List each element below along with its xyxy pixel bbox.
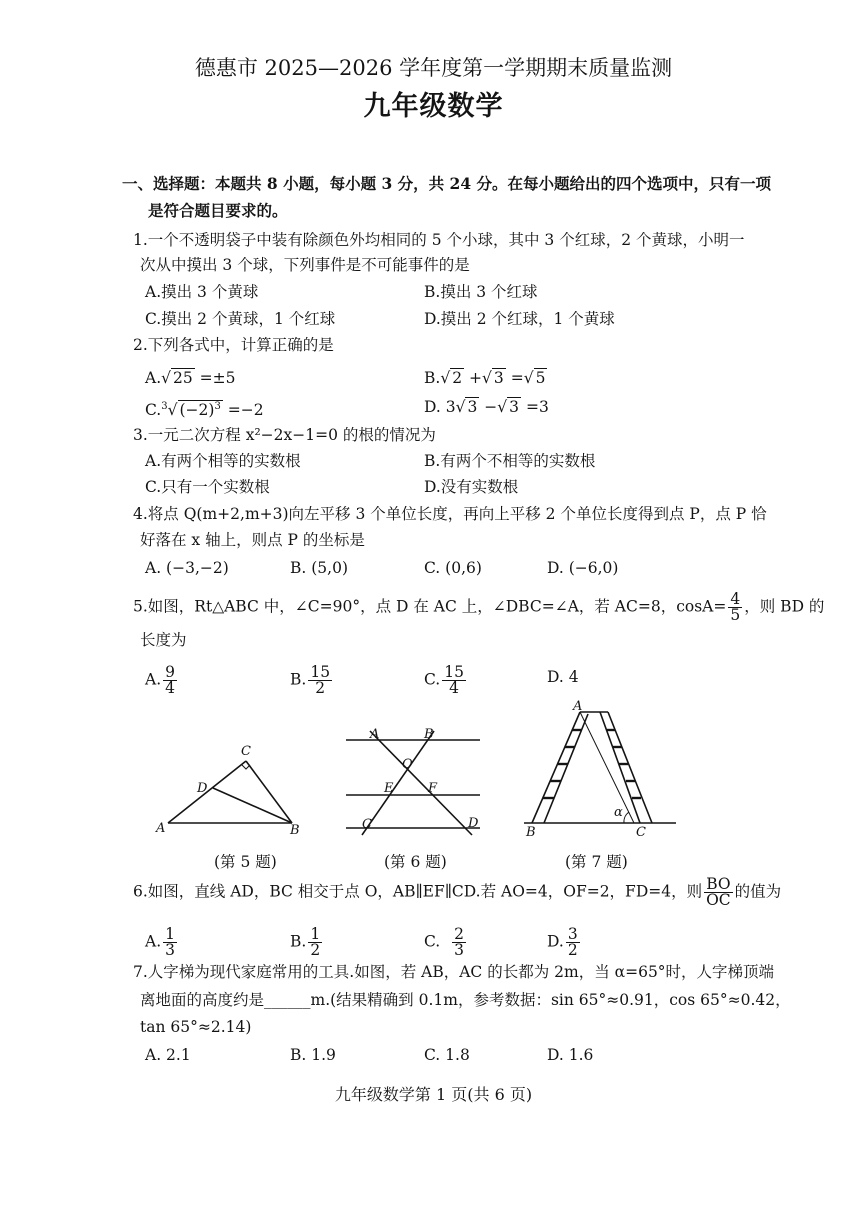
q1-option-b: B.摸出 3 个红球	[424, 283, 538, 301]
segment-ac	[580, 712, 634, 823]
q3-option-b: B.有两个不相等的实数根	[424, 452, 596, 470]
right-angle-mark	[242, 765, 250, 769]
figure-5-triangle	[150, 740, 310, 840]
q3-option-a: A.有两个相等的实数根	[145, 452, 301, 470]
exam-subject: 九年级数学	[363, 91, 504, 122]
q4-option-c: C. (0,6)	[424, 559, 482, 577]
label-e: E	[384, 781, 394, 796]
q6-option-a: A. $\frac{1}{3}$	[145, 925, 175, 959]
angle-alpha-arc	[624, 812, 629, 823]
cos-fraction: $\frac{4}{5}$	[730, 590, 741, 624]
page-footer: 九年级数学第 1 页(共 6 页)	[334, 1085, 533, 1104]
q3-option-c: C.只有一个实数根	[145, 478, 270, 496]
figure-6-caption: (第 6 题)	[384, 853, 447, 871]
q2-stem: 2.下列各式中，计算正确的是	[133, 336, 334, 354]
label-d: D	[468, 816, 479, 831]
label-b: B	[290, 823, 300, 838]
label-a: A	[573, 699, 583, 714]
label-b: B	[526, 825, 536, 840]
q1-option-a: A.摸出 3 个黄球	[145, 283, 259, 301]
q1-option-c: C.摸出 2 个黄球，1 个红球	[145, 310, 336, 328]
label-a: A	[370, 727, 380, 742]
figure-7-ladder	[520, 700, 680, 840]
q5-option-b: B. $\frac{15}{2}$	[290, 663, 331, 697]
segment-db	[213, 788, 292, 823]
q7-option-d: D. 1.6	[547, 1046, 594, 1064]
label-c: C	[636, 825, 646, 840]
q7-stem-line1: 7.人字梯为现代家庭常用的工具.如图，若 AB，AC 的长都为 2m，当 α=65°时，人字梯顶端	[133, 963, 775, 981]
q5-option-c: C. $\frac{15}{4}$	[424, 663, 464, 697]
q2-option-b: B.√ 2 +√ 3 =√ 5	[424, 369, 546, 387]
section-heading-line2: 是符合题目要求的。	[148, 201, 288, 220]
label-d: D	[197, 781, 208, 796]
label-a: A	[156, 821, 166, 836]
q1-stem-line2: 次从中摸出 3 个球，下列事件是不可能事件的是	[140, 256, 470, 274]
label-o: O	[402, 757, 413, 772]
q2-option-c: C.$^3$√ $(-2)^3 =-2$	[145, 401, 264, 420]
q2-option-d: D. 3√ 3 −√ 3 =3	[424, 398, 549, 416]
q5-option-a: A. $\frac{9}{4}$	[145, 663, 175, 697]
bo-oc-fraction: $\frac{BO}{OC}$	[706, 875, 731, 909]
figure-6-parallel-lines	[340, 725, 490, 840]
q6-option-c: C. $\frac{2}{3}$	[424, 925, 464, 959]
exam-title: 德惠市 2025—2026 学年度第一学期期末质量监测	[194, 56, 673, 80]
q2-option-a: A.√ 25 =±5	[145, 369, 236, 387]
label-c: C	[362, 817, 372, 832]
q5-stem-line1: 5.如图，Rt△ABC 中，∠C=90°，点 D 在 AC 上，∠DBC=∠A，若 AC=8，cosA= $\frac{4}{5}$ ，则 BD 的	[133, 590, 825, 624]
segment-cb	[246, 761, 292, 823]
q4-option-b: B. (5,0)	[290, 559, 348, 577]
q6-option-b: B. $\frac{1}{2}$	[290, 925, 321, 959]
label-f: F	[428, 781, 438, 796]
q1-stem-line1: 1.一个不透明袋子中装有除颜色外均相同的 5 个小球，其中 3 个红球，2 个黄球，小明一	[133, 231, 745, 249]
q4-stem-line2: 好落在 x 轴上，则点 P 的坐标是	[140, 531, 365, 549]
label-alpha: α	[614, 805, 623, 820]
q7-stem-line2: 离地面的高度约是______m.(结果精确到 0.1m，参考数据：sin 65°≈0.91，cos 65°≈0.42，	[140, 991, 791, 1009]
q6-option-d: D. $\frac{3}{2}$	[547, 925, 578, 959]
figure-7-caption: (第 7 题)	[565, 853, 628, 871]
q6-stem: 6.如图，直线 AD，BC 相交于点 O，AB∥EF∥CD.若 AO=4，OF=2，FD=4，则 $\frac{BO}{OC}$ 的值为	[133, 875, 782, 909]
q5-stem-line2: 长度为	[140, 631, 187, 649]
q4-option-a: A. (−3,−2)	[145, 559, 229, 577]
q7-option-c: C. 1.8	[424, 1046, 470, 1064]
figure-5-caption: (第 5 题)	[214, 853, 277, 871]
q5-option-d: D. 4	[547, 668, 579, 686]
q4-option-d: D. (−6,0)	[547, 559, 619, 577]
q7-stem-line3: tan 65°≈2.14)	[140, 1018, 252, 1036]
label-b: B	[424, 727, 434, 742]
section-heading-line1: 一、选择题：本题共 8 小题，每小题 3 分，共 24 分。在每小题给出的四个选项中，只有一项	[122, 174, 772, 193]
q7-option-a: A. 2.1	[145, 1046, 191, 1064]
q3-option-d: D.没有实数根	[424, 478, 519, 496]
line-bc	[362, 731, 434, 835]
q3-stem: 3.一元二次方程 x²−2x−1=0 的根的情况为	[133, 426, 436, 444]
left-outer-rail	[532, 712, 580, 823]
q7-option-b: B. 1.9	[290, 1046, 336, 1064]
q4-stem-line1: 4.将点 Q(m+2,m+3)向左平移 3 个单位长度，再向上平移 2 个单位长度得到点 P，点 P 恰	[133, 505, 767, 523]
label-c: C	[241, 744, 251, 759]
q1-option-d: D.摸出 2 个红球，1 个黄球	[424, 310, 615, 328]
